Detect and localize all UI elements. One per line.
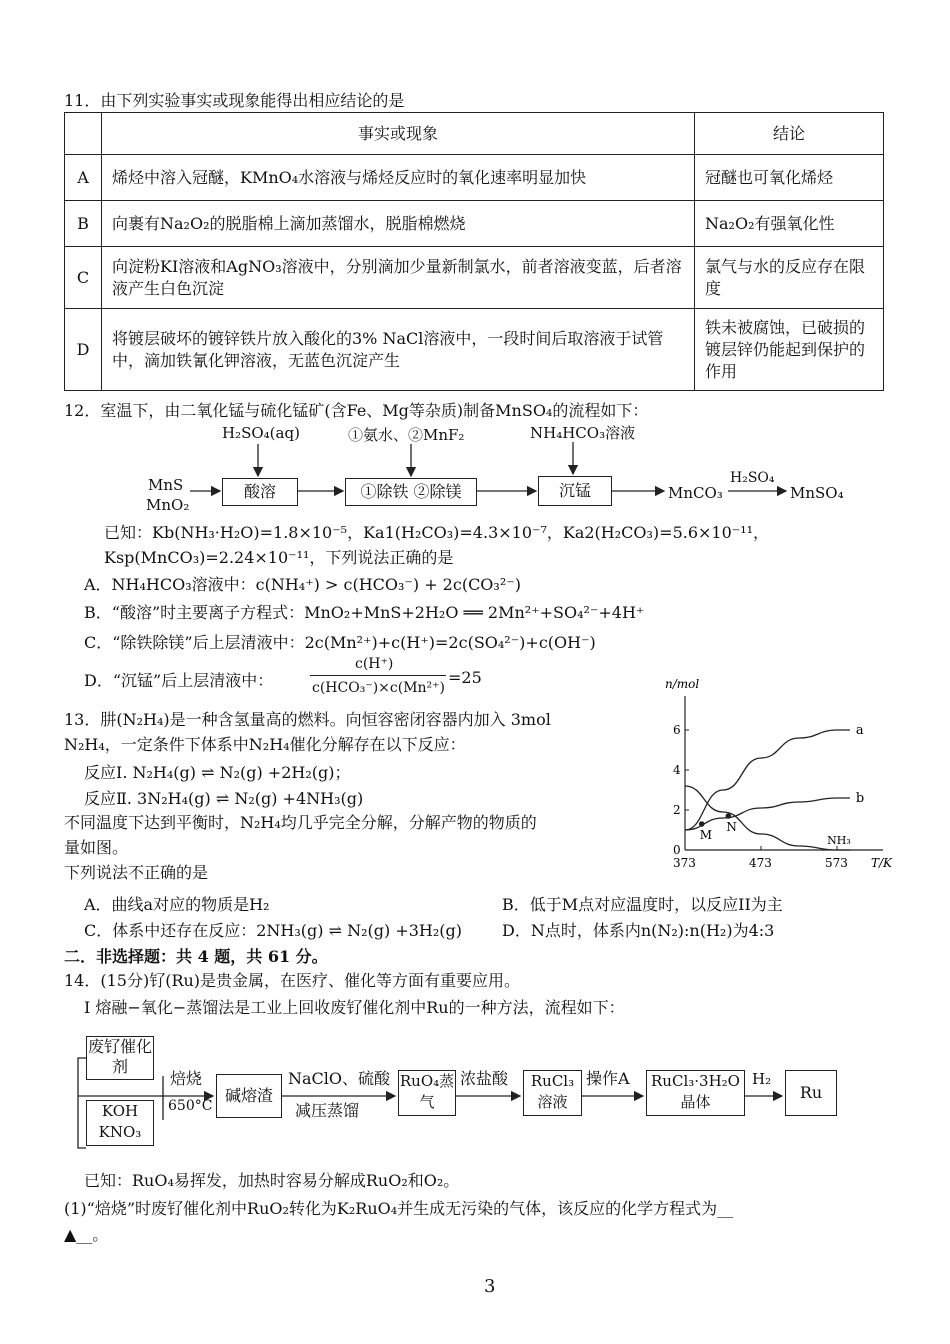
y-tick-label: 4 [673,763,681,777]
table-row [65,247,884,309]
table-row [65,201,884,247]
point-label: N [726,820,737,834]
series-line-b [685,798,850,830]
y-tick-label: 2 [673,803,681,817]
q13-stem5: 下列说法不正确的是 [64,863,209,882]
y-tick-label: 6 [673,723,681,737]
q14-flow-box2: RuO₄蒸气 [398,1070,456,1116]
q13-option-c: C．体系中还存在反应：2NH₃(g) ⇌ N₂(g) +3H₂(g) [84,921,463,940]
q13-option-a: A．曲线a对应的物质是H₂ [84,895,270,914]
q14-flow-cond1b: 650°C [168,1098,213,1114]
q13-reaction1: 反应Ⅰ. N₂H₄(g) ⇌ N₂(g) +2H₂(g)； [84,763,351,782]
x-tick-label: 373 [673,856,696,870]
q14-flow-box1: 碱熔渣 [216,1074,282,1118]
q14-known: 已知：RuO₄易挥发，加热时容易分解成RuO₂和O₂。 [84,1171,460,1190]
q12-option-d [84,668,273,691]
row-label: A [65,155,102,201]
x-tick-label: 573 [825,856,848,870]
q12-known1: 已知：Kb(NH₃·H₂O)=1.8×10⁻⁵，Ka1(H₂CO₃)=4.3×10⁻⁷，Ka2(H₂CO₃)=5.6×10⁻¹¹， [104,523,770,542]
q13-option-b: B．低于M点对应温度时，以反应II为主 [502,895,783,914]
q12-option-b: B．“酸溶”时主要离子方程式：MnO₂+MnS+2H₂O ══ 2Mn²⁺+SO₄²⁻+4H⁺ [84,603,645,622]
q13-option-d: D．N点时，体系内n(N₂):n(H₂)为4:3 [502,921,775,940]
flow-arrow-reagent: H₂SO₄ [730,470,775,486]
point-N [726,813,732,819]
q11-stem: 11．由下列实验事实或现象能得出相应结论的是 [64,91,405,110]
flow-reagent3: NH₄HCO₃溶液 [530,424,636,442]
y-tick-label: 0 [673,843,681,857]
flow-step1: 酸溶 [222,478,298,506]
q14-flow-cond4: 操作A [586,1069,630,1088]
q13-chart [655,678,895,878]
row-label: C [65,247,102,309]
row-fact: 将镀层破坏的镀锌铁片放入酸化的3% NaCl溶液中，一段时间后取溶液于试管中，滴加铁氰化钾溶液，无蓝色沉淀产生 [102,309,695,391]
q14-sub1: (1)“焙烧”时废钌催化剂中RuO₂转化为K₂RuO₄并生成无污染的气体，该反应的化学方程式为__ [64,1199,734,1218]
series-label: a [855,723,864,738]
q11-table [64,112,884,391]
q14-flow-box5: Ru [785,1070,837,1116]
q13-stem1: 13．肼(N₂H₄)是一种含氢量高的燃料。向恒容密闭容器内加入 3mol [64,710,551,729]
q14-flow-cond3: 浓盐酸 [460,1069,509,1088]
q14-flow-input1: 废钌催化剂 [86,1036,154,1080]
flow-arrows [0,420,950,520]
point-label: M [699,828,713,842]
flow-step3: 沉锰 [538,476,612,506]
q11-header-conclusion: 结论 [695,113,884,155]
page-number: 3 [484,1276,496,1297]
q14-flow-box4: RuCl₃·3H₂O晶体 [646,1070,745,1116]
row-fact: 烯烃中溶入冠醚，KMnO₄水溶液与烯烃反应时的氧化速率明显加快 [102,155,695,201]
q14-stem: 14．(15分)钌(Ru)是贵金属，在医疗、催化等方面有重要应用。 [64,971,521,990]
series-line-a [685,730,850,830]
q14-part1: I 熔融−氧化−蒸馏法是工业上回收废钌催化剂中Ru的一种方法，流程如下： [84,998,625,1017]
section2-title: 二．非选择题：共 4 题，共 61 分。 [64,947,328,966]
q14-answer-blank: ▲__。 [64,1225,109,1244]
q12-option-d-num: c(H⁺) [355,656,394,672]
q12-option-c: C．“除铁除镁”后上层清液中：2c(Mn²⁺)+c(H⁺)=2c(SO₄²⁻)+c(OH⁻) [84,633,596,652]
series-label: b [855,791,865,806]
point-M [699,821,705,827]
q12-flow-diagram [0,420,950,520]
q12-option-d-prefix: D．“沉锰”后上层清液中： [84,671,274,690]
fraction-bar [310,675,446,676]
q14-flow-cond5: H₂ [752,1070,772,1088]
q12-stem: 12．室温下，由二氧化锰与硫化锰矿(含Fe、Mg等杂质)制备MnSO₄的流程如下： [64,401,649,420]
row-label: D [65,309,102,391]
table-row [65,309,884,391]
series-label: NH₃ [827,834,851,847]
row-conclusion: Na₂O₂有强氧化性 [695,201,884,247]
q14-flow-cond2b: 减压蒸馏 [295,1101,360,1120]
x-tick-label: 473 [749,856,772,870]
q12-known2: Ksp(MnCO₃)=2.24×10⁻¹¹，下列说法正确的是 [104,548,454,567]
q12-option-d-den: c(HCO₃⁻)×c(Mn²⁺) [312,680,446,696]
q14-flow-cond2a: NaClO、硫酸 [288,1069,391,1088]
q13-stem2: N₂H₄，一定条件下体系中N₂H₄催化分解存在以下反应： [64,735,466,754]
q12-option-a: A．NH₄HCO₃溶液中：c(NH₄⁺) > c(HCO₃⁻) + 2c(CO₃²⁻) [84,575,521,594]
q14-flow-box3: RuCl₃溶液 [523,1070,582,1116]
flow-step2: ①除铁 ②除镁 [345,478,477,506]
flow-product1: MnCO₃ [668,484,723,502]
row-conclusion: 氯气与水的反应存在限度 [695,247,884,309]
y-axis-label: n/mol [665,678,700,691]
q13-stem3: 不同温度下达到平衡时，N₂H₄均几乎完全分解，分解产物的物质的 [64,813,537,832]
flow-input2: MnO₂ [146,496,190,514]
q13-reaction2: 反应Ⅱ. 3N₂H₄(g) ⇌ N₂(g) +4NH₃(g) [84,789,364,808]
table-row [65,155,884,201]
flow-reagent2: ①氨水、②MnF₂ [348,426,465,444]
q13-stem4: 量如图。 [64,838,129,857]
flow-product2: MnSO₄ [790,484,844,502]
q14-flow-input2: KOH KNO₃ [86,1100,154,1146]
q14-flow-diagram [0,1030,950,1155]
flow-input1: MnS [148,476,184,494]
row-fact: 向淀粉KI溶液和AgNO₃溶液中，分别滴加少量新制氯水，前者溶液变蓝，后者溶液产生白色沉淀 [102,247,695,309]
q12-option-d-eq: =25 [448,668,482,687]
row-conclusion: 冠醚也可氧化烯烃 [695,155,884,201]
row-label: B [65,201,102,247]
q11-header-fact: 事实或现象 [102,113,695,155]
flow-reagent1: H₂SO₄(aq) [222,424,300,442]
row-fact: 向裹有Na₂O₂的脱脂棉上滴加蒸馏水，脱脂棉燃烧 [102,201,695,247]
q14-flow-cond1a: 焙烧 [170,1069,203,1088]
x-axis-label: T/K [871,856,893,870]
row-conclusion: 铁未被腐蚀，已破损的镀层锌仍能起到保护的作用 [695,309,884,391]
